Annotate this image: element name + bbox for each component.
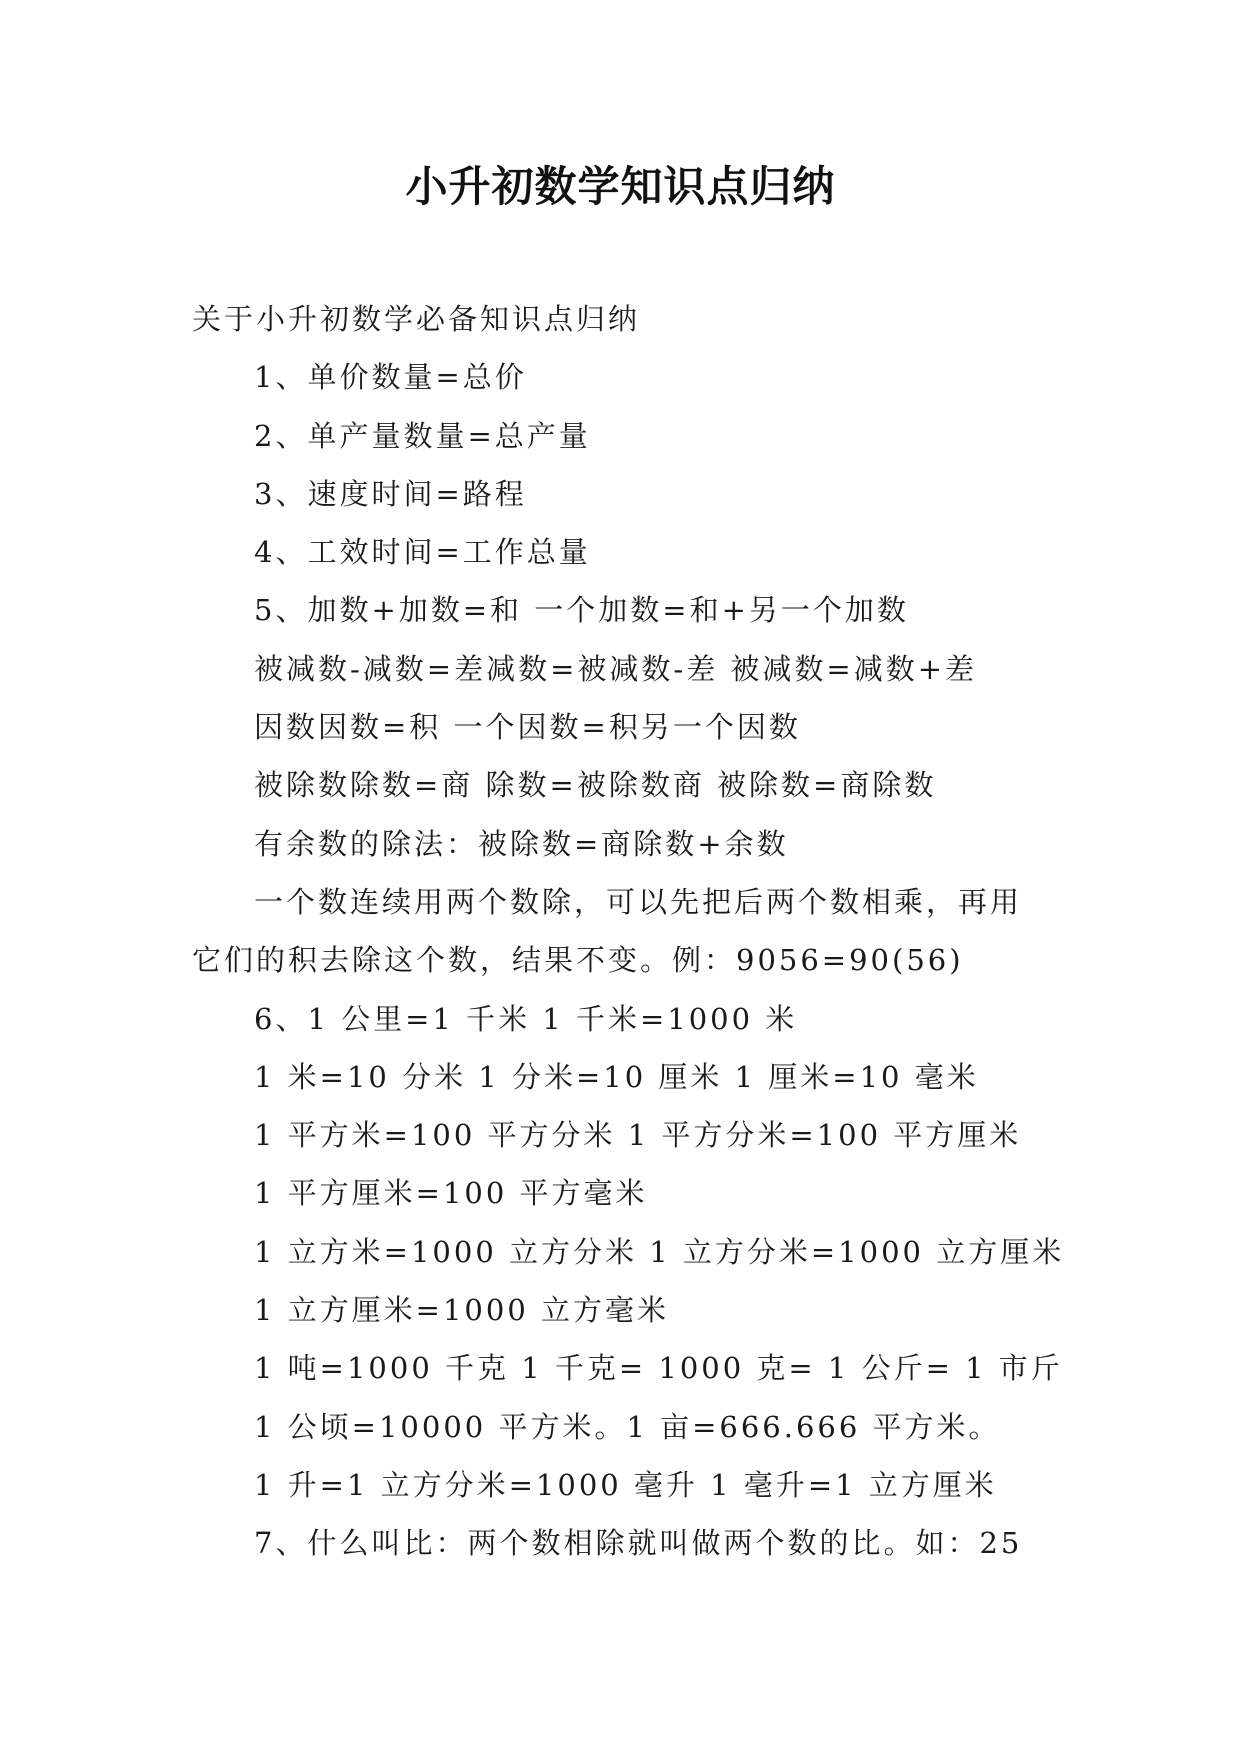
text-line: 2、单产量数量=总产量 bbox=[254, 418, 591, 453]
text-line: 7、什么叫比：两个数相除就叫做两个数的比。如：25 bbox=[254, 1526, 1023, 1561]
document-body bbox=[192, 290, 1065, 1573]
text-line: 1 立方厘米=1000 立方毫米 bbox=[254, 1293, 669, 1328]
text-line: 1 米=10 分米 1 分米=10 厘米 1 厘米=10 毫米 bbox=[254, 1059, 979, 1094]
text-line: 被除数除数=商 除数=被除数商 被除数=商除数 bbox=[254, 768, 937, 803]
intro-line: 关于小升初数学必备知识点归纳 bbox=[192, 302, 641, 336]
text-line: 1、单价数量=总价 bbox=[254, 360, 527, 395]
text-line: 3、速度时间=路程 bbox=[254, 476, 527, 511]
text-line: 6、1 公里=1 千米 1 千米=1000 米 bbox=[254, 1001, 798, 1036]
text-line: 1 平方厘米=100 平方毫米 bbox=[254, 1176, 648, 1211]
text-line: 有余数的除法：被除数=商除数+余数 bbox=[254, 826, 789, 861]
text-line: 1 升=1 立方分米=1000 毫升 1 毫升=1 立方厘米 bbox=[254, 1467, 997, 1502]
text-line: 因数因数=积 一个因数=积另一个因数 bbox=[254, 710, 801, 745]
text-line: 5、加数+加数=和 一个加数=和+另一个加数 bbox=[254, 593, 909, 628]
text-line: 1 平方米=100 平方分米 1 平方分米=100 平方厘米 bbox=[254, 1118, 1022, 1153]
text-line: 1 立方米=1000 立方分米 1 立方分米=1000 立方厘米 bbox=[254, 1234, 1065, 1269]
text-line: 1 公顷=10000 平方米。1 亩=666.666 平方米。 bbox=[254, 1409, 1001, 1444]
text-line: 4、工效时间=工作总量 bbox=[254, 535, 591, 570]
text-line: 一个数连续用两个数除，可以先把后两个数相乘，再用 bbox=[254, 884, 1023, 919]
text-line: 被减数-减数=差减数=被减数-差 被减数=减数+差 bbox=[254, 651, 978, 686]
document-title: 小升初数学知识点归纳 bbox=[405, 162, 836, 211]
text-line: 它们的积去除这个数，结果不变。例：9056=90(56) bbox=[192, 943, 964, 978]
text-line: 1 吨=1000 千克 1 千克= 1000 克= 1 公斤= 1 市斤 bbox=[254, 1351, 1063, 1386]
